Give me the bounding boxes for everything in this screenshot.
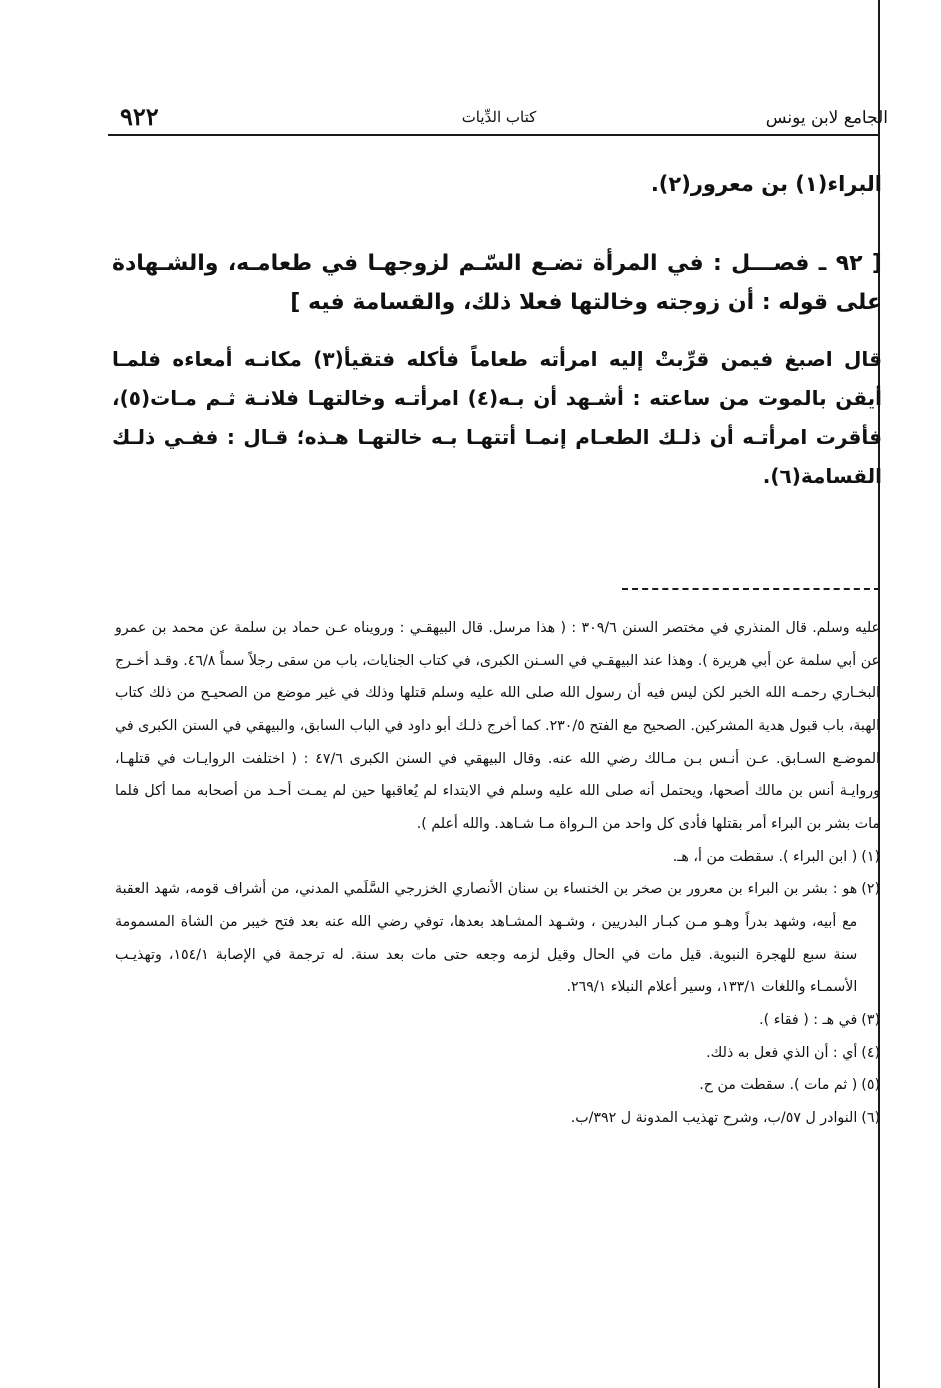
footnote-number: (١): [861, 848, 880, 865]
footnote-text: ( ابن البراء ). سقطت من أ، هـ.: [672, 848, 858, 865]
footnote-number: (٤): [861, 1044, 880, 1061]
footnote-number: (٣): [861, 1011, 880, 1028]
footnote-continuation: عليه وسلم. قال المنذري في مختصر السنن ٣٠٩/٦ : ( هذا مرسل. قال البيهقـي : ورويناه عـن حماد بن سلمة عن محمد بن عمرو عن أبي سلمة عن أبي هريرة ). وهذا عند البيهقـي في السـنن الكبرى، في كتاب الجنايات، باب من سقى رجلاً سماً ٤٦/٨. وقـد أخـرج البخـاري رحمـه الله الخبر لكن ليس فيه أن رسول الله صلى الله عليه وسلم قتلها وذلك في غير موضع من الصحيـح من ذلك كتاب الهبة، باب قبول هدية المشركين. الصحيح مع الفتح ٢٣٠/٥. كما أخرج ذلـك أبو داود في الباب السابق، والبيهقي في السنن الكبرى في الموضـع السـابق. عـن أنـس بـن مـالك رضي الله عنه. وقال البيهقي في السنن الكبرى ٤٧/٦ : ( اختلفت الروايـات في قتلهـا، وروايـة أنس بن مالك أصحها، ويحتمل أنه صلى الله عليه وسلم في الابتداء لم يُعاقبها حين لم يمـت أحـد من أصحابه مما أكل فلما مات بشر بن البراء أمر بقتلها فأدى كل واحد من الـرواة مـا شـاهد. والله أعلم ).: [115, 620, 881, 832]
footnotes-block: [115, 612, 880, 1135]
footnote-item: [115, 1102, 880, 1135]
chapter-title: كتاب الدِّيات: [461, 108, 537, 126]
footnote-number: (٢): [861, 881, 880, 898]
footnote-item: [115, 873, 880, 1004]
footnote-text: في هـ : ( فقاء ).: [759, 1011, 858, 1028]
footnote-text: هو : بشر بن البراء بن معرور بن صخر بن الخنساء بن سنان الأنصاري الخزرجي السَّلَمي المدني، من أشراف قومه، شهد العقبة مع أبيه، وشهد بدراً وهـو مـن كبـار البدريين ، وشـهد المشـاهد بعدها، توفي رضي الله عنه بعد فتح خيبر من الشاة المسمومة سنة سبع للهجرة النبوية. قيل مات في الحال وقيل لزمه وجعه حتى مات بعد سنة. له ترجمة في الإصابة ١٥٤/١، وتهذيـب الأسمـاء واللغات ١٣٣/١، وسير أعلام النبلاء ٢٦٩/١.: [115, 881, 858, 996]
footnote-number: (٥): [861, 1077, 880, 1094]
main-paragraph: قال اصبغ فيمن قرِّبتْ إليه امرأته طعاماً فأكله فتقيأ(٣) مكانـه أمعاءه فلمـا أيقن بالموت من ساعته : أشـهد أن بـه(٤) امرأتـه وخالتهـا فلانـة ثـم مـات(٥)، فأقرت امرأتـه أن ذلـك الطعـام إنمـا أتتهـا بـه خالتهـا هـذه؛ قـال : ففـي ذلـك القسامة(٦).: [112, 347, 882, 488]
continued-text-line: البراء(١) بن معرور(٢).: [650, 172, 882, 196]
section-heading: [ ٩٢ ـ فصـــل : في المرأة تضـع السّـم لزوجهـا في طعامـه، والشـهادة على قوله : أن زوجته وخالتها فعلا ذلك، والقسامة فيه ]: [112, 251, 882, 315]
footnote-text: النوادر ل ٥٧/ب، وشرح تهذيب المدونة ل ٣٩٢/ب.: [570, 1109, 858, 1126]
footnote-number: (٦): [861, 1109, 880, 1126]
page-number: ٩٢٢: [120, 102, 159, 131]
header-rule: [108, 134, 880, 136]
book-title: الجامع لابن يونس: [765, 108, 888, 128]
running-header: [110, 100, 888, 134]
footnote-item: [115, 841, 880, 874]
footnote-item: [115, 1037, 880, 1070]
footnote-text: ( ثم مات ). سقطت من ح.: [699, 1077, 858, 1094]
footnote-text: أي : أن الذي فعل به ذلك.: [706, 1044, 858, 1061]
footnote-item: [115, 1004, 880, 1037]
footnote-separator: [622, 588, 880, 590]
footnote-item: [115, 1069, 880, 1102]
